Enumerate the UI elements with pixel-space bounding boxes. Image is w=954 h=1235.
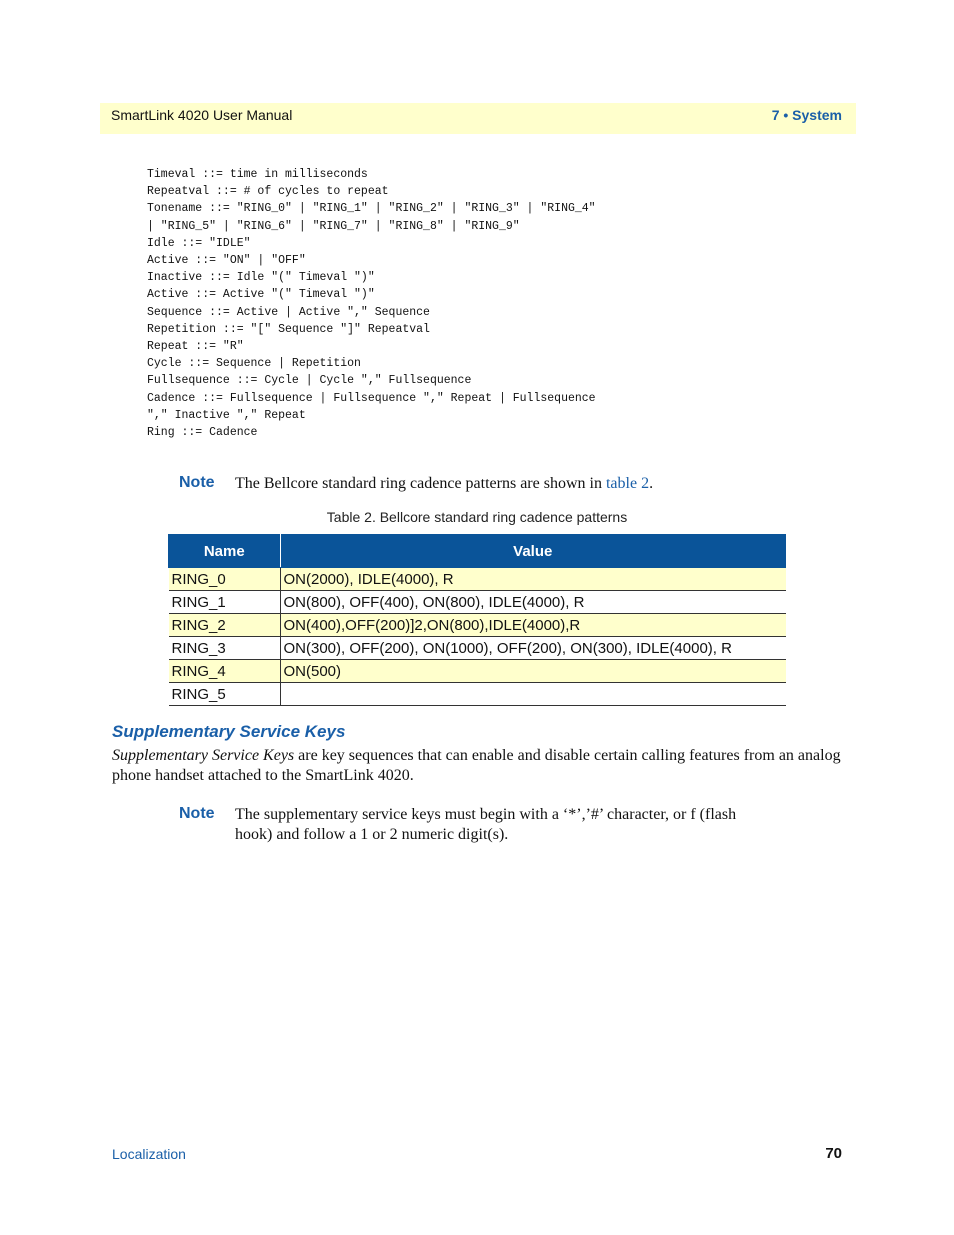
code-line: Tonename ::= "RING_0" | "RING_1" | "RING_2" | "RING_3" | "RING_4" <box>147 202 596 216</box>
cell-value: ON(400),OFF(200)]2,ON(800),IDLE(4000),R <box>280 614 786 637</box>
cell-name: RING_3 <box>169 637 281 660</box>
table-2-link[interactable]: table 2 <box>605 475 650 492</box>
code-line: Cadence ::= Fullsequence | Fullsequence "," Repeat | Fullsequence <box>147 391 596 405</box>
cell-value: ON(500) <box>280 660 786 683</box>
table-caption: Table 2. Bellcore standard ring cadence patterns <box>326 509 628 525</box>
code-line: Active ::= "ON" | "OFF" <box>147 254 306 268</box>
code-line: "," Inactive "," Repeat <box>147 408 306 422</box>
code-line: Inactive ::= Idle "(" Timeval ")" <box>147 271 375 285</box>
running-header <box>100 103 856 134</box>
code-line: Timeval ::= time in milliseconds <box>147 168 368 181</box>
section-heading: Supplementary Service Keys <box>112 722 346 741</box>
table-row <box>169 637 786 660</box>
manual-title: SmartLink 4020 User Manual <box>111 107 293 123</box>
footer-section-link[interactable]: Localization <box>112 1146 186 1162</box>
table-row <box>169 568 786 591</box>
table-row <box>169 591 786 614</box>
page-number: 70 <box>825 1145 842 1162</box>
cell-name: RING_2 <box>169 614 281 637</box>
code-line: Sequence ::= Active | Active "," Sequence <box>147 305 430 319</box>
cell-value: ON(800), OFF(400), ON(800), IDLE(4000), R <box>280 591 786 614</box>
cell-value: ON(300), OFF(200), ON(1000), OFF(200), ON(300), IDLE(4000), R <box>280 637 786 660</box>
cell-name: RING_0 <box>169 568 281 591</box>
code-line: Fullsequence ::= Cycle | Cycle "," Fullsequence <box>147 374 472 388</box>
code-line: Cycle ::= Sequence | Repetition <box>147 357 361 371</box>
note-text: The supplementary service keys must begin with a ‘*’,’#’ character, or f (flash hook) and follow a 1 or 2 numeric digit(s). <box>235 806 737 843</box>
code-line: Ring ::= Cadence <box>147 426 258 440</box>
code-line: Idle ::= "IDLE" <box>147 236 251 250</box>
code-line: | "RING_5" | "RING_6" | "RING_7" | "RING_8" | "RING_9" <box>147 219 520 233</box>
note-text: The Bellcore standard ring cadence patterns are shown in table 2. <box>235 475 654 492</box>
cell-value <box>280 683 786 706</box>
chapter-title: 7 • System <box>771 107 842 123</box>
column-header-value: Value <box>280 535 786 568</box>
section-paragraph: Supplementary Service Keys are key sequences that can enable and disable certain calling features from an analog phone handset attached to the SmartLink 4020. <box>112 747 841 784</box>
note-label: Note <box>179 805 215 822</box>
cell-value: ON(2000), IDLE(4000), R <box>280 568 786 591</box>
cell-name: RING_5 <box>169 683 281 706</box>
ring-cadence-table <box>168 534 786 706</box>
cell-name: RING_4 <box>169 660 281 683</box>
table-row <box>169 614 786 637</box>
code-line: Active ::= Active "(" Timeval ")" <box>147 288 375 302</box>
code-line: Repeat ::= "R" <box>147 340 244 354</box>
grammar-code-block <box>147 166 596 441</box>
column-header-name: Name <box>169 535 281 568</box>
table-row <box>169 660 786 683</box>
note-label: Note <box>179 474 215 491</box>
cell-name: RING_1 <box>169 591 281 614</box>
table-row <box>169 683 786 706</box>
code-line: Repeatval ::= # of cycles to repeat <box>147 185 389 199</box>
code-line: Repetition ::= "[" Sequence "]" Repeatval <box>147 322 430 336</box>
